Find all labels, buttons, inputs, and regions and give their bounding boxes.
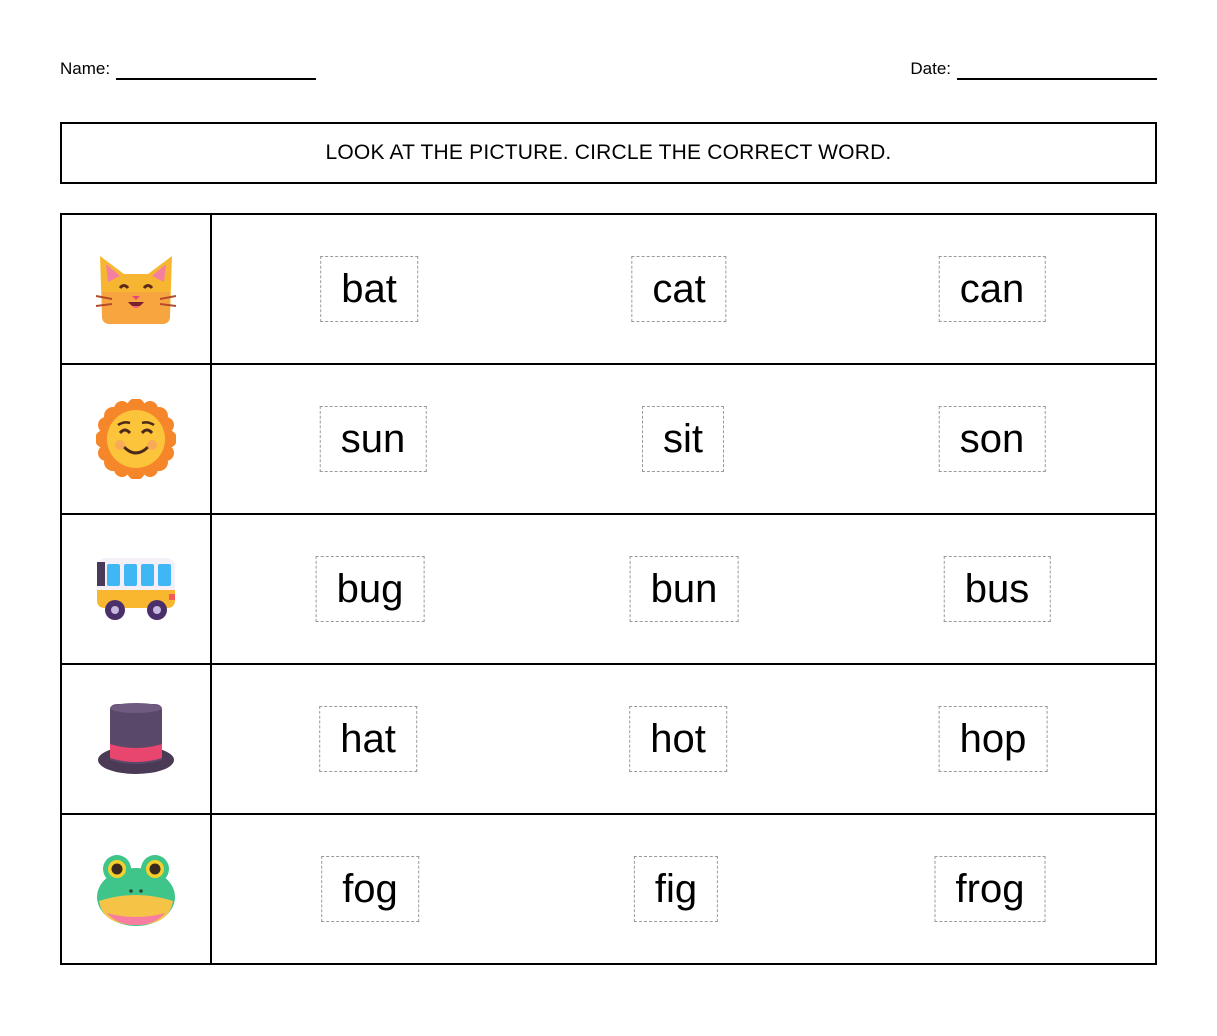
picture-cell (61, 814, 211, 964)
word-choice[interactable]: cat (631, 256, 726, 322)
cat-face-icon (96, 252, 176, 326)
word-choices-cell (211, 664, 1156, 814)
frog-face-icon (95, 851, 177, 927)
worksheet-row (61, 514, 1156, 664)
word-choice[interactable]: can (939, 256, 1046, 322)
date-blank-line[interactable] (957, 62, 1157, 80)
word-choice[interactable]: bus (944, 556, 1051, 622)
instructions-text: LOOK AT THE PICTURE. CIRCLE THE CORRECT WORD. (325, 141, 892, 164)
date-label: Date: (910, 59, 951, 78)
word-choices-cell (211, 364, 1156, 514)
word-choice[interactable]: son (939, 406, 1046, 472)
picture-cell (61, 664, 211, 814)
date-field (910, 58, 1157, 80)
word-choices (212, 215, 1155, 363)
word-choices (212, 515, 1155, 663)
bus-icon (95, 556, 177, 622)
word-choice[interactable]: bug (316, 556, 425, 622)
top-hat-icon (96, 702, 176, 776)
word-choice[interactable]: fig (634, 856, 718, 922)
word-choice[interactable]: bun (630, 556, 739, 622)
word-choice[interactable]: hat (319, 706, 417, 772)
name-blank-line[interactable] (116, 62, 316, 80)
word-choice[interactable]: sit (642, 406, 724, 472)
word-choices (212, 815, 1155, 963)
worksheet-row (61, 214, 1156, 364)
header (60, 58, 1157, 80)
word-choice[interactable]: hot (629, 706, 727, 772)
picture-cell (61, 364, 211, 514)
word-choices (212, 365, 1155, 513)
word-choices-cell (211, 214, 1156, 364)
word-choice[interactable]: fog (321, 856, 419, 922)
word-choices (212, 665, 1155, 813)
word-choices-cell (211, 814, 1156, 964)
name-field (60, 58, 316, 80)
word-choice[interactable]: hop (939, 706, 1048, 772)
picture-cell (61, 514, 211, 664)
sun-face-icon (96, 399, 176, 479)
worksheet-row (61, 814, 1156, 964)
word-choice[interactable]: bat (320, 256, 418, 322)
picture-cell (61, 214, 211, 364)
worksheet-row (61, 364, 1156, 514)
word-choice[interactable]: sun (320, 406, 427, 472)
worksheet-row (61, 664, 1156, 814)
instructions-box (60, 122, 1157, 184)
word-choices-cell (211, 514, 1156, 664)
worksheet-table (60, 213, 1157, 965)
name-label: Name: (60, 59, 111, 78)
word-choice[interactable]: frog (935, 856, 1046, 922)
